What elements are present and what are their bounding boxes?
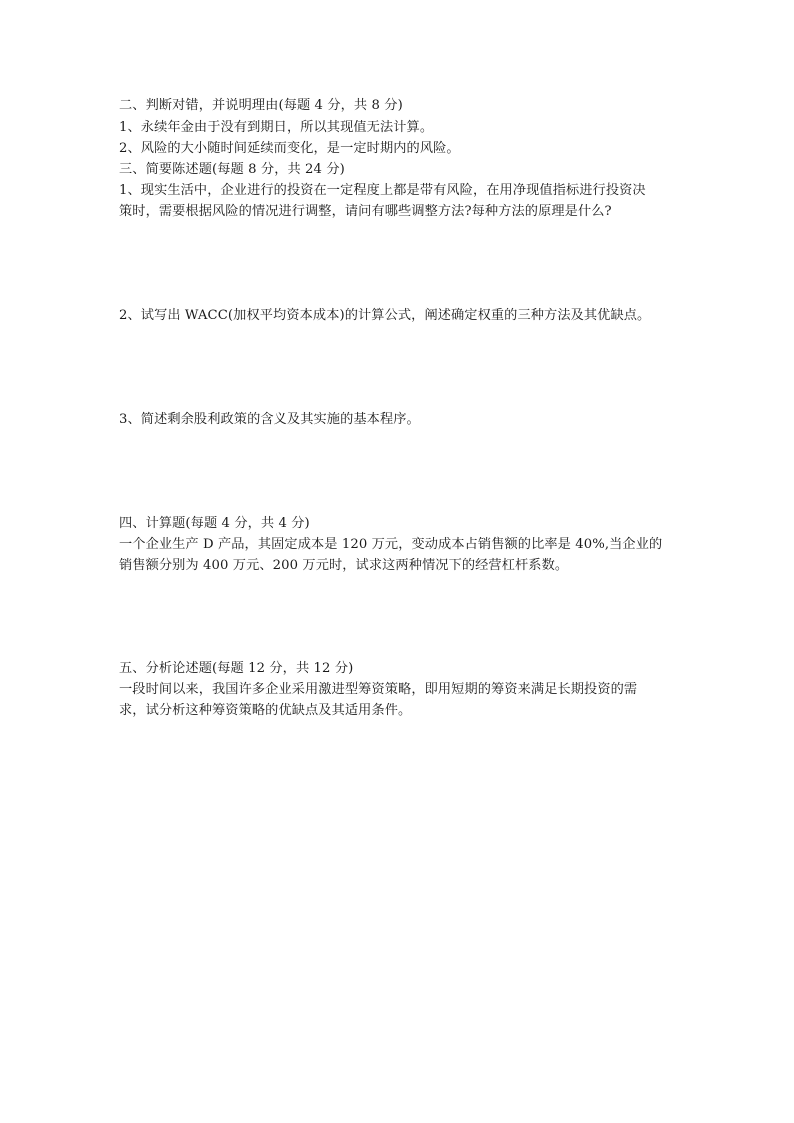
- section2-question-1: 1、永续年金由于没有到期日，所以其现值无法计算。: [119, 120, 434, 135]
- section3-heading: 三、简要陈述题(每题 8 分，共 24 分): [119, 162, 345, 177]
- section4-question-1-line-2: 销售额分别为 400 万元、200 万元时，试求这两种情况下的经营杠杆系数。: [119, 558, 569, 573]
- section4-question-1-line-1: 一个企业生产 D 产品，其固定成本是 120 万元，变动成本占销售额的比率是 40%,当企业的: [119, 537, 663, 552]
- section3-question-1-line-2: 策时，需要根据风险的情况进行调整，请问有哪些调整方法?每种方法的原理是什么?: [119, 204, 612, 219]
- section2-heading: 二、判断对错，并说明理由(每题 4 分，共 8 分): [119, 98, 403, 113]
- section5-question-1-line-1: 一段时间以来，我国许多企业采用激进型筹资策略，即用短期的筹资来满足长期投资的需: [119, 682, 638, 697]
- section5-question-1-line-2: 求，试分析这种筹资策略的优缺点及其适用条件。: [119, 703, 412, 718]
- section4-heading: 四、计算题(每题 4 分，共 4 分): [119, 516, 310, 531]
- section3-question-1-line-1: 1、现实生活中，企业进行的投资在一定程度上都是带有风险，在用净现值指标进行投资决: [119, 183, 646, 198]
- section3-question-2: 2、试写出 WACC(加权平均资本成本)的计算公式，阐述确定权重的三种方法及其优缺点。: [119, 308, 651, 323]
- section5-heading: 五、分析论述题(每题 12 分，共 12 分): [119, 661, 354, 676]
- section3-question-3: 3、简述剩余股利政策的含义及其实施的基本程序。: [119, 412, 420, 427]
- section2-question-2: 2、风险的大小随时间延续而变化，是一定时期内的风险。: [119, 141, 460, 156]
